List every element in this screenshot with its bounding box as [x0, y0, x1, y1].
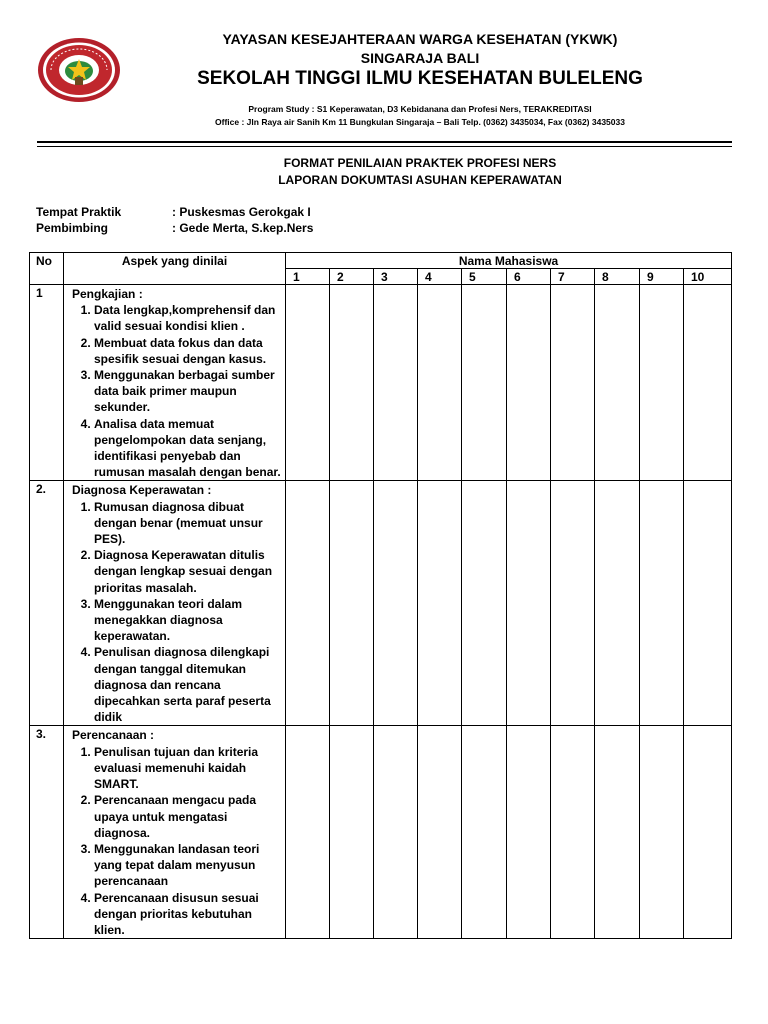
score-cell-student-6[interactable]	[507, 285, 551, 481]
student-number-2: 2	[330, 269, 374, 285]
header-divider-thin	[37, 146, 732, 147]
criteria-list	[72, 499, 281, 726]
aspect-title: Pengkajian :	[72, 287, 143, 301]
criteria-item: 3. Menggunakan teori dalam menegakkan diagnosa keperawatan.	[94, 596, 281, 645]
score-cell-student-6[interactable]	[507, 726, 551, 939]
aspect-cell	[64, 285, 286, 481]
row-number: 1	[30, 285, 64, 481]
tempat-praktik-row	[36, 205, 311, 219]
student-number-8: 8	[595, 269, 640, 285]
pembimbing-row	[36, 221, 313, 235]
score-cell-student-10[interactable]	[684, 285, 732, 481]
criteria-item: 4. Analisa data memuat pengelompokan data senjang, identifikasi penyebab dan rumusan masalah dengan benar.	[94, 416, 281, 481]
criteria-item: 4. Perencanaan disusun sesuai dengan prioritas kebutuhan klien.	[94, 890, 281, 939]
student-number-6: 6	[507, 269, 551, 285]
student-number-3: 3	[374, 269, 418, 285]
criteria-item: 1. Data lengkap,komprehensif dan valid sesuai kondisi klien .	[94, 302, 281, 334]
student-number-4: 4	[418, 269, 462, 285]
score-cell-student-4[interactable]	[418, 285, 462, 481]
aspect-cell	[64, 726, 286, 939]
criteria-item: 1. Rumusan diagnosa dibuat dengan benar (memuat unsur PES).	[94, 499, 281, 548]
institution-name: SEKOLAH TINGGI ILMU KESEHATAN BULELENG	[197, 68, 643, 89]
score-cell-student-7[interactable]	[551, 726, 595, 939]
score-cell-student-3[interactable]	[374, 481, 418, 726]
criteria-list	[72, 302, 281, 480]
score-cell-student-8[interactable]	[595, 726, 640, 939]
score-cell-student-10[interactable]	[684, 726, 732, 939]
header-divider	[37, 141, 732, 143]
score-cell-student-4[interactable]	[418, 481, 462, 726]
score-cell-student-1[interactable]	[286, 726, 330, 939]
criteria-list	[72, 744, 281, 938]
criteria-item: 1. Penulisan tujuan dan kriteria evaluasi memenuhi kaidah SMART.	[94, 744, 281, 793]
pembimbing-value: : Gede Merta, S.kep.Ners	[172, 221, 314, 235]
score-cell-student-9[interactable]	[640, 726, 684, 939]
score-cell-student-1[interactable]	[286, 285, 330, 481]
score-cell-student-3[interactable]	[374, 285, 418, 481]
aspect-title: Perencanaan :	[72, 728, 155, 743]
office-address: Office : Jln Raya air Sanih Km 11 Bungkulan Singaraja – Bali Telp. (0362) 3435034, Fax (0362) 3435033	[215, 117, 625, 127]
criteria-item: 2. Perencanaan mengacu pada upaya untuk mengatasi diagnosa.	[94, 792, 281, 841]
college-logo	[37, 37, 121, 103]
score-cell-student-10[interactable]	[684, 481, 732, 726]
form-title: FORMAT PENILAIAN PRAKTEK PROFESI NERS	[283, 156, 557, 170]
score-cell-student-5[interactable]	[462, 726, 507, 939]
score-cell-student-2[interactable]	[330, 285, 374, 481]
score-cell-student-5[interactable]	[462, 285, 507, 481]
header-no: No	[30, 253, 64, 285]
assessment-table	[29, 252, 732, 939]
score-cell-student-8[interactable]	[595, 481, 640, 726]
tempat-praktik-value: : Puskesmas Gerokgak I	[172, 205, 311, 219]
header-aspek: Aspek yang dinilai	[64, 253, 286, 285]
row-number: 2.	[30, 481, 64, 726]
score-cell-student-3[interactable]	[374, 726, 418, 939]
criteria-item: 3. Menggunakan berbagai sumber data baik primer maupun sekunder.	[94, 367, 281, 416]
score-cell-student-2[interactable]	[330, 726, 374, 939]
table-row	[30, 285, 732, 481]
score-cell-student-7[interactable]	[551, 285, 595, 481]
score-cell-student-2[interactable]	[330, 481, 374, 726]
student-number-1: 1	[286, 269, 330, 285]
tempat-praktik-label: Tempat Praktik	[36, 205, 122, 219]
criteria-item: 3. Menggunakan landasan teori yang tepat dalam menyusun perencanaan	[94, 841, 281, 890]
score-cell-student-8[interactable]	[595, 285, 640, 481]
criteria-item: 2. Diagnosa Keperawatan ditulis dengan lengkap sesuai dengan prioritas masalah.	[94, 547, 281, 596]
header-nama-mahasiswa: Nama Mahasiswa	[286, 253, 732, 269]
aspect-cell	[64, 481, 286, 726]
score-cell-student-4[interactable]	[418, 726, 462, 939]
score-cell-student-6[interactable]	[507, 481, 551, 726]
student-number-7: 7	[551, 269, 595, 285]
city-name: SINGARAJA BALI	[360, 50, 480, 66]
criteria-item: 2. Membuat data fokus dan data spesifik sesuai dengan kasus.	[94, 335, 281, 367]
foundation-name: YAYASAN KESEJAHTERAAN WARGA KESEHATAN (YKWK)	[222, 31, 618, 47]
student-number-5: 5	[462, 269, 507, 285]
table-row	[30, 726, 732, 939]
table-row	[30, 481, 732, 726]
score-cell-student-5[interactable]	[462, 481, 507, 726]
form-subtitle: LAPORAN DOKUMTASI ASUHAN KEPERAWATAN	[278, 173, 562, 187]
row-number: 3.	[30, 726, 64, 939]
student-number-9: 9	[640, 269, 684, 285]
score-cell-student-9[interactable]	[640, 285, 684, 481]
score-cell-student-1[interactable]	[286, 481, 330, 726]
pembimbing-label: Pembimbing	[36, 221, 109, 235]
student-number-10: 10	[684, 269, 732, 285]
score-cell-student-9[interactable]	[640, 481, 684, 726]
aspect-title: Diagnosa Keperawatan :	[72, 483, 212, 498]
program-study: Program Study : S1 Keperawatan, D3 Kebidanana dan Profesi Ners, TERAKREDITASI	[248, 104, 592, 114]
score-cell-student-7[interactable]	[551, 481, 595, 726]
criteria-item: 4. Penulisan diagnosa dilengkapi dengan tanggal ditemukan diagnosa dan rencana dipecahkan serta paraf peserta didik	[94, 644, 281, 725]
